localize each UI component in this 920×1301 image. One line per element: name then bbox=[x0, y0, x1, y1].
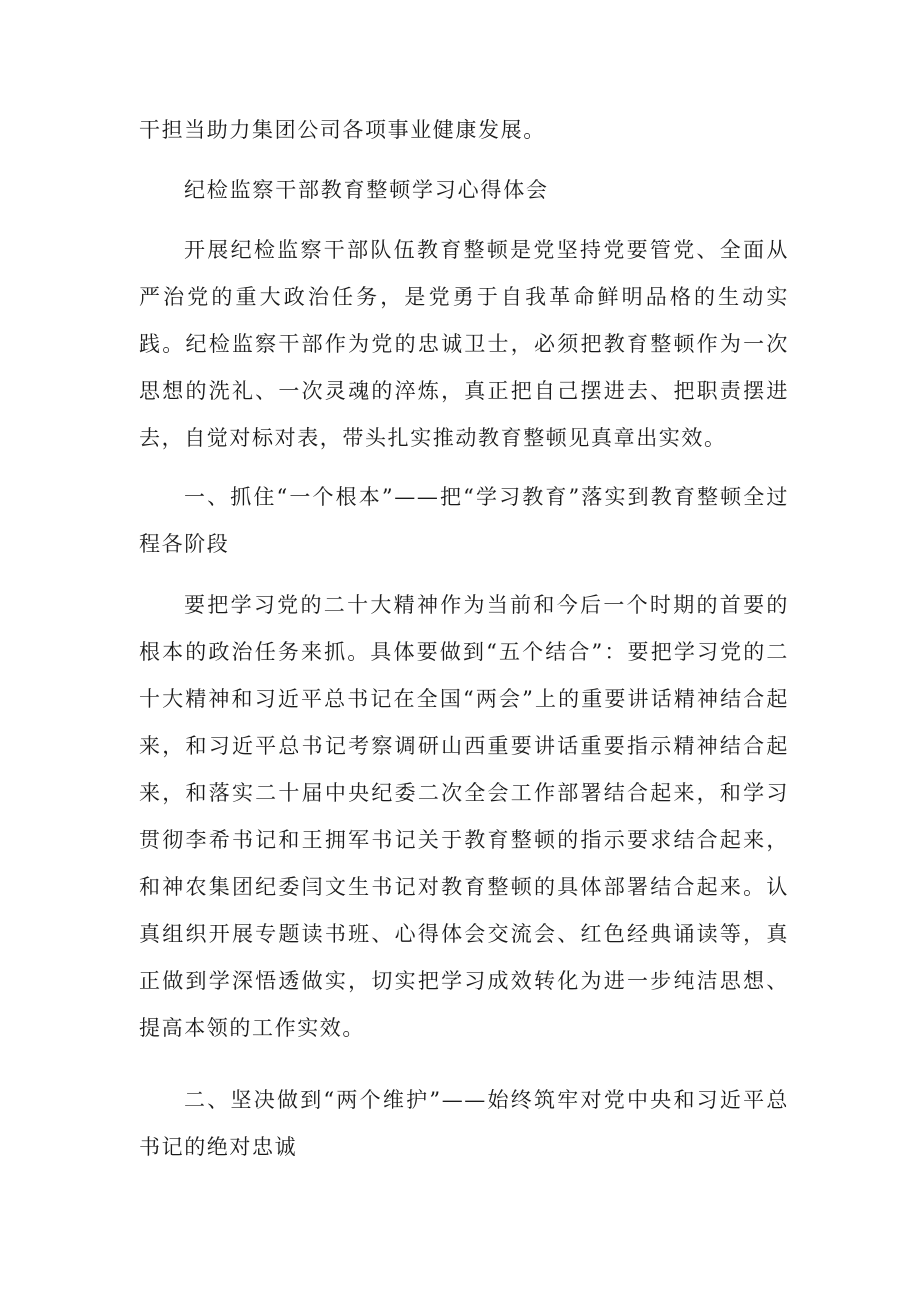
section-heading-one: 一、抓住“一个根本”——把“学习教育”落实到教育整顿全过程各阶段 bbox=[139, 485, 789, 556]
section-one-body: 要把学习党的二十大精神作为当前和今后一个时期的首要的根本的政治任务来抓。具体要做到“五个结合”：要把学习党的二十大精神和习近平总书记在全国“两会”上的重要讲话精神结合起来，和习近平总书记考察调研山西重要讲话重要指示精神结合起来，和落实二十届中央纪委二次全会工作部署结合起来，和学习贯彻李希书记和王拥军书记关于教育整顿的指示要求结合起来，和神农集团纪委闫文生书记对教育整顿的具体部署结合起来。认真组织开展专题读书班、心得体会交流会、红色经典诵读等，真正做到学深悟透做实，切实把学习成效转化为进一步纯洁思想、提高本领的工作实效。 bbox=[139, 593, 789, 1040]
continuation-text: 干担当助力集团公司各项事业健康发展。 bbox=[139, 118, 546, 142]
section-heading-two: 二、坚决做到“两个维护”——始终筑牢对党中央和习近平总书记的绝对忠诚 bbox=[139, 1088, 789, 1159]
intro-paragraph: 开展纪检监察干部队伍教育整顿是党坚持党要管党、全面从严治党的重大政治任务，是党勇于自我革命鲜明品格的生动实践。纪检监察干部作为党的忠诚卫士，必须把教育整顿作为一次思想的洗礼、一次灵魂的淬炼，真正把自己摆进去、把职责摆进去，自觉对标对表，带头扎实推动教育整顿见真章出实效。 bbox=[139, 238, 789, 450]
document-title: 纪检监察干部教育整顿学习心得体会 bbox=[184, 178, 549, 202]
